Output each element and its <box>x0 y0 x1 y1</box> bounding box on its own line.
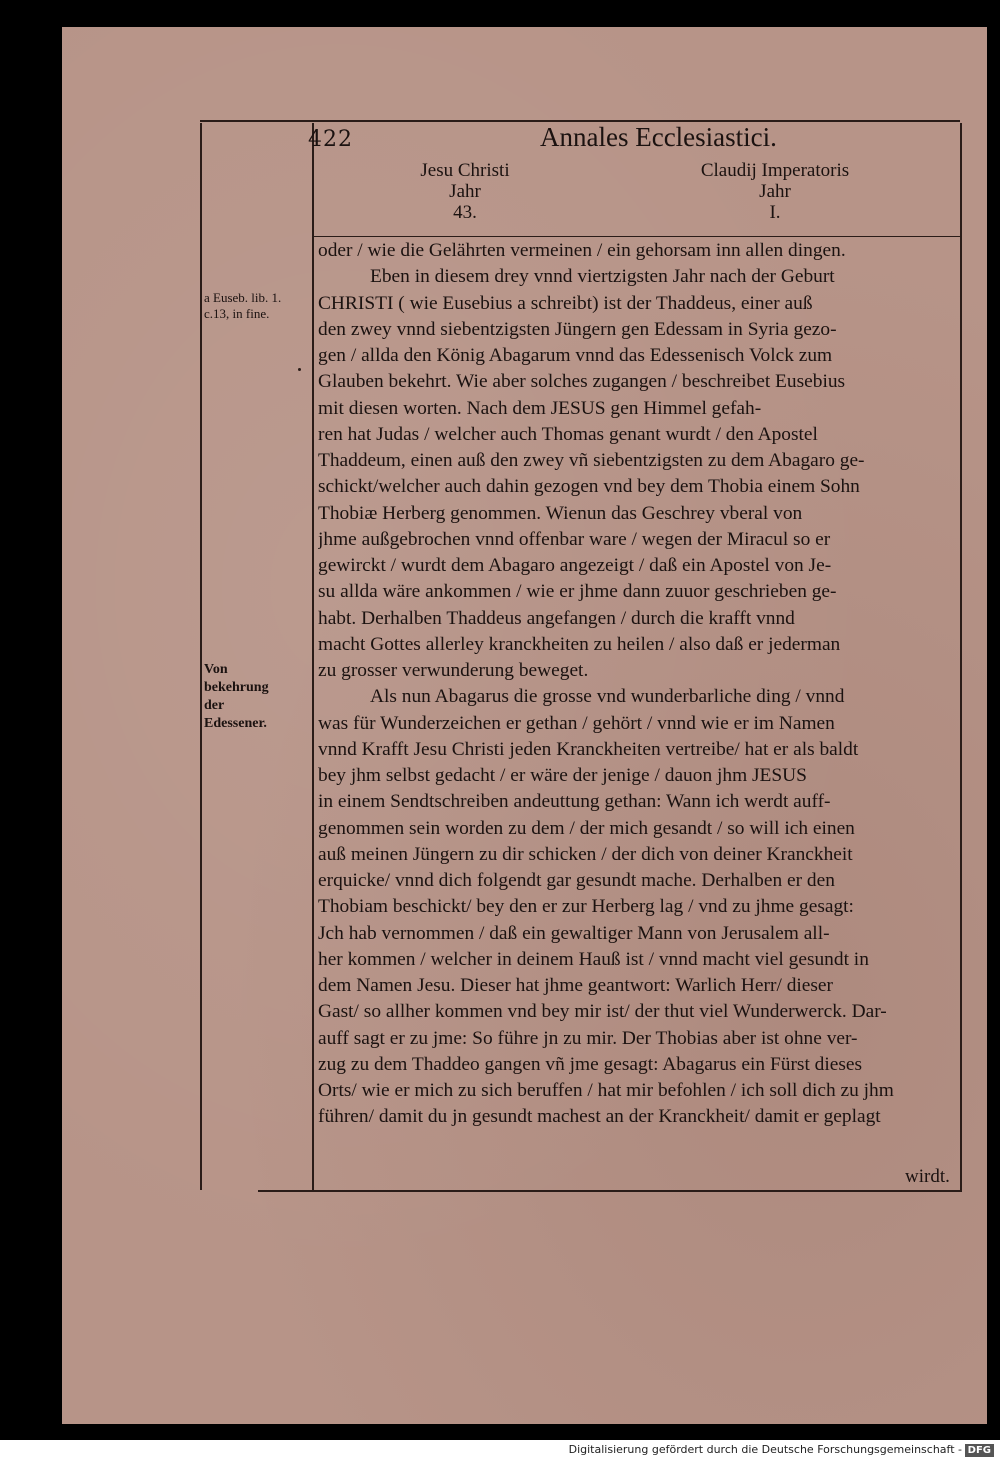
text-line: zug zu dem Thaddeo gangen vñ jme gesagt: Abagarus ein Fürst dieses <box>318 1053 863 1075</box>
funding-credit: Digitalisierung gefördert durch die Deutsche Forschungsgemeinschaft - <box>568 1443 962 1456</box>
body-text <box>318 238 963 1131</box>
text-line: habt. Derhalben Thaddeus angefangen / durch die krafft vnnd <box>318 607 795 629</box>
catchword: wirdt. <box>905 1166 950 1187</box>
text-line: CHRISTI ( wie Eusebius a schreibt) ist der Thaddeus, einer auß <box>318 292 813 314</box>
running-title: Annales Ecclesiastici. <box>540 122 777 152</box>
text-line: führen/ damit du jn gesundt machest an der Kranckheit/ damit er geplagt <box>318 1106 881 1128</box>
column-head-line: Claudij Imperatoris <box>700 160 850 181</box>
text-line: erquicke/ vnnd dich folgendt gar gesundt mache. Derhalben er den <box>318 870 835 891</box>
column-head-year-number: 43. <box>453 202 477 223</box>
text-line: auff sagt er zu jme: So führe jn zu mir. Der Thobias aber ist ohne ver- <box>318 1027 858 1049</box>
text-line: den zwey vnnd siebentzigsten Jüngern gen Edessam in Syria gezo- <box>318 318 837 340</box>
column-head-emperor-year <box>665 160 885 223</box>
page-number: 422 <box>308 127 353 152</box>
footer-bar <box>0 1440 1000 1462</box>
text-line: bey jhm selbst gedacht / er wäre der jenige / dauon jhm JESUS <box>318 765 807 786</box>
margin-rule <box>200 123 202 1190</box>
column-head-line: Jahr <box>449 181 481 202</box>
text-line: zu grosser verwunderung beweget. <box>318 660 589 681</box>
text-line: was für Wunderzeichen er gethan / gehört / vnnd wie er im Namen <box>318 712 835 734</box>
text-line: vnnd Krafft Jesu Christi jeden Kranckheiten vertreibe/ hat er als baldt <box>318 738 859 760</box>
text-line: Orts/ wie er mich zu sich beruffen / hat mir befohlen / ich soll dich zu jhm <box>318 1080 894 1101</box>
text-line: Gast/ so allher kommen vnd bey mir ist/ der thut viel Wunderwerck. Dar- <box>318 1001 887 1023</box>
text-line: auß meinen Jüngern zu dir schicken / der dich von deiner Kranckheit <box>318 843 853 865</box>
marginal-note-heading: Von bekehrung der Edessener. <box>204 662 269 731</box>
text-line: genommen sein worden zu dem / der mich gesandt / so will ich einen <box>318 817 855 839</box>
column-head-christ-year <box>355 160 575 223</box>
column-head-line: Jahr <box>759 181 791 202</box>
text-line: Als nun Abagarus die grosse vnd wunderbarliche ding / vnnd <box>370 686 845 708</box>
text-line: dem Namen Jesu. Dieser hat jhme geantwort: Warlich Herr/ dieser <box>318 975 833 996</box>
text-line: Thobiæ Herberg genommen. Wienun das Geschrey vberal von <box>318 502 803 524</box>
text-line: Thobiam beschickt/ bey den er zur Herberg lag / vnd zu jhme gesagt: <box>318 896 854 918</box>
marginal-note-reference: a Euseb. lib. 1. c.13, in fine. <box>204 290 282 321</box>
text-line: macht Gottes allerley kranckheiten zu heilen / also daß er jederman <box>318 633 841 655</box>
text-line: her kommen / welcher in deinem Hauß ist / vnnd macht viel gesundt in <box>318 948 869 970</box>
text-line: Eben in diesem drey vnnd viertzigsten Jahr nach der Geburt <box>370 266 835 288</box>
column-head-year-number: I. <box>769 202 781 223</box>
text-line: oder / wie die Gelährten vermeinen / ein gehorsam inn allen dingen. <box>318 240 846 261</box>
margin-dot <box>298 368 301 371</box>
text-line: Thaddeum, einen auß den zwey vñ siebentzigsten zu dem Abagaro ge- <box>318 450 865 471</box>
text-line: Jch hab vernommen / daß ein gewaltiger Mann von Jerusalem all- <box>318 922 830 944</box>
text-line: schickt/welcher auch dahin gezogen vnd bey dem Thobia einem Sohn <box>318 476 860 498</box>
header-rule <box>312 236 960 237</box>
text-line: in einem Sendtschreiben andeuttung gethan: Wann ich werdt auff- <box>318 791 831 813</box>
text-line: su allda wäre ankommen / wie er jhme dann zuuor geschrieben ge- <box>318 581 837 603</box>
text-line: jhme außgebrochen vnnd offenbar ware / wegen der Miracul so er <box>318 528 831 550</box>
text-line: ren hat Judas / welcher auch Thomas genant wurdt / den Apostel <box>318 423 818 445</box>
text-line: mit diesen worten. Nach dem JESUS gen Himmel gefah- <box>318 397 762 419</box>
text-line: Glauben bekehrt. Wie aber solches zugangen / beschreibet Eusebius <box>318 371 846 393</box>
text-line: gewirckt / wurdt dem Abagaro angezeigt / daß ein Apostel von Je- <box>318 555 832 576</box>
text-line: gen / allda den König Abagarum vnnd das Edessenisch Volck zum <box>318 345 833 366</box>
dfg-logo-icon: DFG <box>965 1444 994 1457</box>
column-head-line: Jesu Christi <box>420 160 510 181</box>
